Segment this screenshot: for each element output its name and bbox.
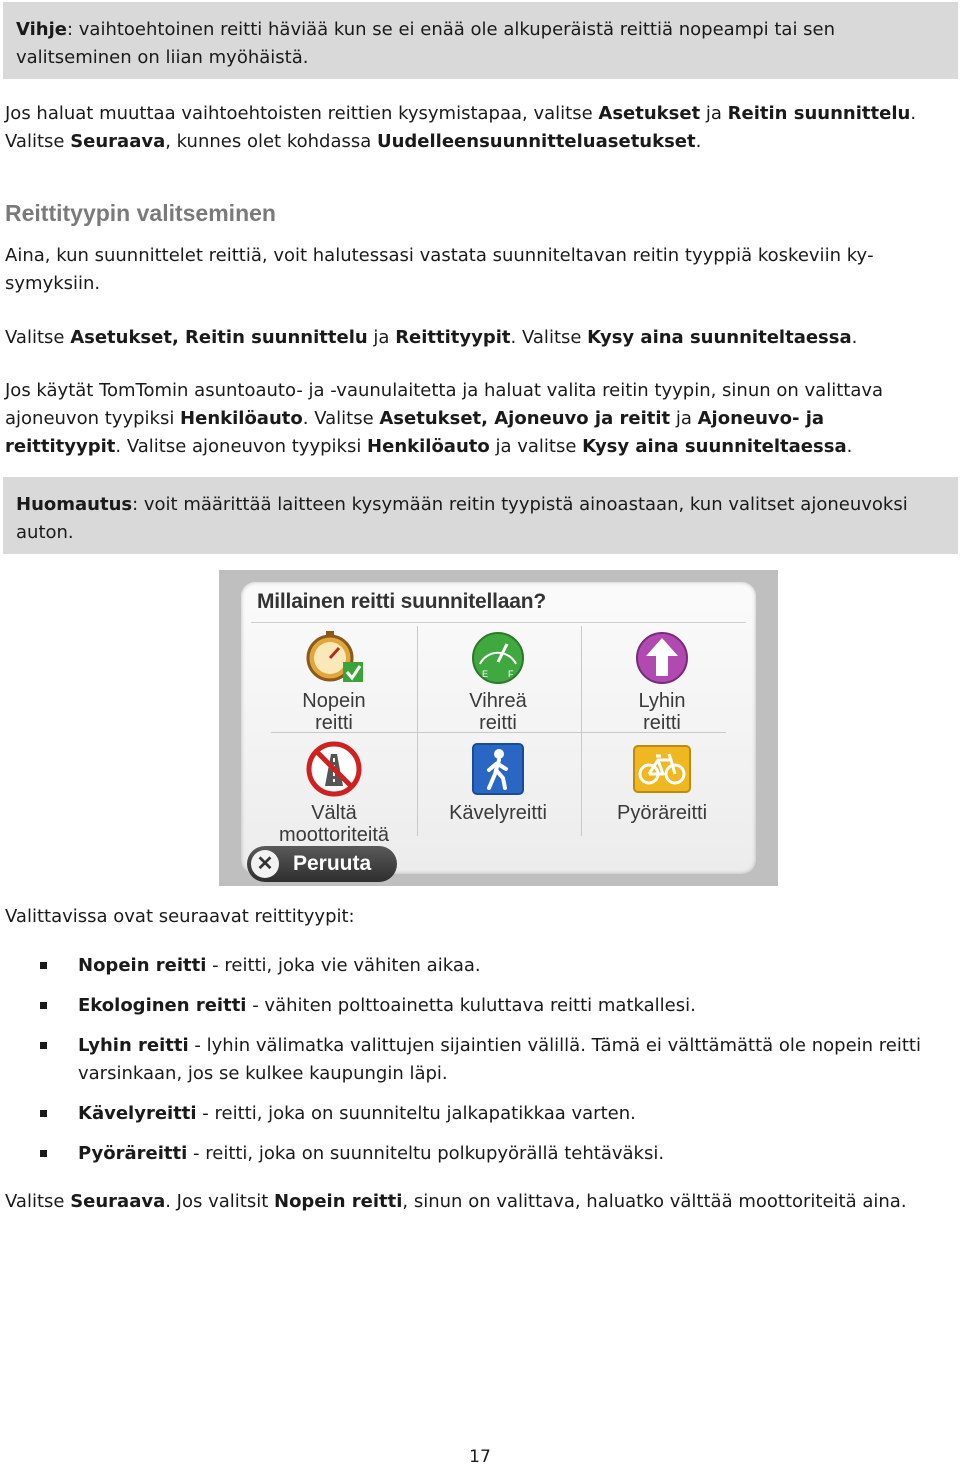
bold-run: Henkilöauto: [180, 408, 303, 429]
bold-run: Asetukset, Reitin suunnittelu: [70, 327, 368, 348]
text-run: . Valitse ajoneuvon tyypiksi: [115, 436, 368, 457]
text-run: - lyhin välimatka valittujen sijaintien välillä. Tämä ei välttämättä ole nopein reitti varsinkaan, jos se kulkee kaupungin läpi.: [78, 1035, 921, 1084]
device-screen-title: Millainen reitti suunnitellaan?: [257, 590, 546, 613]
list-item: [0, 952, 950, 980]
route-option-walking[interactable]: [417, 740, 579, 852]
text-run: - reitti, joka vie vähiten aikaa.: [206, 955, 481, 976]
text-run: . Valitse: [510, 327, 588, 348]
bicycle-icon: [631, 740, 693, 798]
tile-label-line1: Pyöräreitti: [616, 802, 708, 824]
bullet-icon: [40, 1150, 47, 1157]
route-option-shortest[interactable]: [581, 628, 743, 740]
bold-run: Ajoneuvo- ja reittityypit: [5, 408, 825, 457]
paragraph-camper: [5, 377, 945, 461]
bold-run: Reitin suunnittelu: [727, 103, 911, 124]
cancel-button[interactable]: [247, 846, 397, 882]
bold-run: Asetukset: [598, 103, 701, 124]
list-intro: Valittavissa ovat seuraavat reittityypit:: [5, 906, 355, 927]
svg-text:F: F: [508, 669, 514, 679]
bold-run: Uudelleensuunnitteluasetukset: [376, 131, 696, 152]
text-run: - reitti, joka on suunniteltu polkupyörällä tehtäväksi.: [187, 1143, 665, 1164]
tile-label-line1: Kävelyreitti: [449, 802, 547, 824]
tip-text: : vaihtoehtoinen reitti häviää kun se ei enää ole alkuperäistä reittiä nopeampi tai sen valitseminen on liian myöhäistä.: [16, 19, 836, 68]
tile-label-line1: Lyhin: [638, 690, 686, 712]
text-run: Valitse: [5, 327, 71, 348]
tile-label-line1: Vihreä: [469, 690, 527, 712]
bold-run: Seuraava: [70, 131, 166, 152]
list-item: [0, 1032, 950, 1088]
route-option-green[interactable]: [417, 628, 579, 740]
text-run: .: [851, 327, 858, 348]
bold-run: Kysy aina suunniteltaessa: [582, 436, 847, 457]
bold-run: Nopein reitti: [274, 1191, 403, 1212]
list-item: [0, 1100, 950, 1128]
bullet-icon: [40, 962, 47, 969]
text-run: . Valitse: [5, 103, 917, 152]
close-icon: ✕: [251, 850, 279, 878]
bold-run: Nopein reitti: [78, 955, 207, 976]
text-run: , sinun on valittava, haluatko välttää moottoriteitä aina.: [402, 1191, 907, 1212]
bold-run: Kysy aina suunniteltaessa: [587, 327, 852, 348]
bold-run: Kävelyreitti: [78, 1103, 197, 1124]
fuel-gauge-icon: [469, 628, 527, 686]
text-run: ja: [700, 103, 728, 124]
tile-label-line2: reitti: [315, 712, 353, 734]
text-run: Valitse: [5, 1191, 71, 1212]
tile-label-line1: Vältä: [311, 802, 357, 824]
tile-label-line2: reitti: [479, 712, 517, 734]
device-screen: [241, 582, 756, 874]
tile-label-line2: reitti: [643, 712, 681, 734]
tip-label: Vihje: [16, 19, 67, 40]
text-run: .: [846, 436, 853, 457]
bold-run: Lyhin reitti: [78, 1035, 189, 1056]
tip-box: [3, 2, 958, 79]
note-text: : voit määrittää laitteen kysymään reitin tyypistä ainoastaan, kun valitset ajoneuvoksi auton.: [16, 494, 908, 543]
section-heading: Reittityypin valitseminen: [5, 200, 276, 226]
note-label: Huomautus: [16, 494, 133, 515]
bold-run: Seuraava: [70, 1191, 166, 1212]
text-run: ja: [670, 408, 698, 429]
bullet-icon: [40, 1042, 47, 1049]
route-option-bicycle[interactable]: [581, 740, 743, 852]
note-box: [3, 477, 958, 554]
text-run: - reitti, joka on suunniteltu jalkapatikkaa varten.: [196, 1103, 636, 1124]
pedestrian-icon: [469, 740, 527, 798]
svg-text:E: E: [482, 669, 489, 679]
paragraph-alt-route-settings: [5, 100, 945, 156]
text-run: . Valitse: [302, 408, 380, 429]
bold-run: Ekologinen reitti: [78, 995, 247, 1016]
list-item: [0, 1140, 950, 1168]
bold-run: Reittityypit: [395, 327, 511, 348]
tile-label-line1: Nopein: [302, 690, 366, 712]
arrow-up-icon: [633, 628, 691, 686]
text-run: - vähiten polttoainetta kuluttava reitti matkallesi.: [246, 995, 696, 1016]
paragraph-final: [5, 1188, 945, 1216]
divider: [251, 622, 746, 623]
bold-run: Pyöräreitti: [78, 1143, 188, 1164]
text-run: Jos käytät TomTomin asuntoauto- ja -vaunulaitetta ja haluat valita reitin tyypin, sinun on valittava ajoneuvon tyypiksi: [5, 380, 884, 429]
text-run: ja valitse: [489, 436, 583, 457]
list-item: [0, 992, 950, 1020]
stopwatch-icon: [303, 628, 365, 686]
text-run: Jos haluat muuttaa vaihtoehtoisten reittien kysymistapaa, valitse: [5, 103, 599, 124]
route-option-fastest[interactable]: [253, 628, 415, 740]
paragraph-select-route-types: [5, 324, 945, 352]
text-run: ja: [367, 327, 396, 348]
bullet-icon: [40, 1110, 47, 1117]
tile-label-line2: moottoriteitä: [278, 824, 390, 846]
bold-run: Henkilöauto: [367, 436, 490, 457]
text-run: , kunnes olet kohdassa: [165, 131, 377, 152]
cancel-label: Peruuta: [293, 852, 372, 875]
no-motorway-icon: [305, 740, 363, 798]
bold-run: Asetukset, Ajoneuvo ja reitit: [379, 408, 671, 429]
paragraph-intro: Aina, kun suunnittelet reittiä, voit halutessasi vastata suunniteltavan reitin tyyppiä koskeviin kysymyksiin.: [5, 245, 874, 294]
device-screenshot: [219, 570, 778, 886]
route-option-avoid-motorways[interactable]: [253, 740, 415, 852]
route-type-list: [0, 952, 950, 1180]
page-number: 17: [469, 1447, 491, 1467]
bullet-icon: [40, 1002, 47, 1009]
text-run: .: [695, 131, 702, 152]
text-run: . Jos valitsit: [165, 1191, 274, 1212]
